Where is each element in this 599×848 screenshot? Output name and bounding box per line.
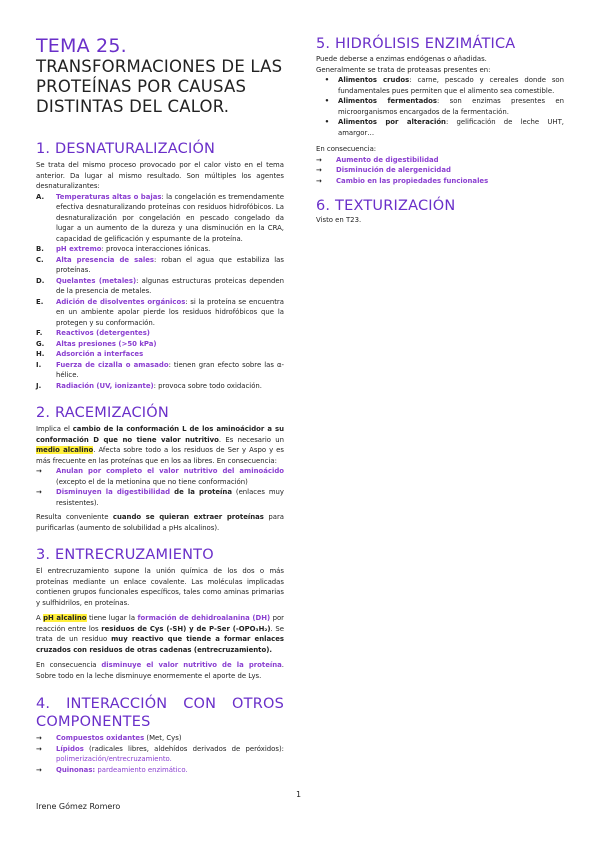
list-item: F. Reactivos (detergentes) xyxy=(36,329,150,337)
section-4-heading: 4. INTERACCIÓN CON OTROS COMPONENTES xyxy=(36,696,284,730)
section-1-heading: 1. DESNATURALIZACIÓN xyxy=(36,141,216,157)
section-2-heading: 2. RACEMIZACIÓN xyxy=(36,405,169,421)
list-item: E. Adición de disolventes orgánicos: si la proteína se encuentra en un ambiente apolar pierde los residuos hidrofóbicos que la protegen y su conformación. xyxy=(36,297,284,327)
title-text: TRANSFORMACIONES DE LAS PROTEÍNAS POR CAUSAS DISTINTAS DEL CALOR. xyxy=(36,57,283,116)
list-item: H. Adsorción a interfaces xyxy=(36,350,144,358)
list-item: B. pH extremo: provoca interacciones iónicas. xyxy=(36,245,211,253)
section-5-consequence-label: En consecuencia: xyxy=(316,145,377,153)
section-2-paragraph: Implica el cambio de la conformación L de los aminoácidor a su conformación D que no tiene valor nutritivo. Es necesario un medio alcalino. Afecta sobre todo a los residuos de Ser y Aspo y es más frecuente en las proteínas que en los aa libres. En consecuencia: xyxy=(36,425,285,465)
section-1-list xyxy=(36,192,284,392)
list-item: • Alimentos crudos: carne, pescado y cereales donde son fundamentales pues permiten que el alimento sea comestible. xyxy=(324,76,565,95)
list-item: J. Radiación (UV, ionizante): provoca sobre todo oxidación. xyxy=(36,381,262,390)
section-3-paragraph-3: En consecuencia disminuye el valor nutritivo de la proteína. Sobre todo en la leche disminuye enormemente el aporte de Lys. xyxy=(36,661,284,680)
list-item: I. Fuerza de cizalla o amasado: tienen gran efecto sobre las α-hélice. xyxy=(36,360,284,379)
document-title xyxy=(36,36,284,117)
section-5-heading: 5. HIDRÓLISIS ENZIMÁTICA xyxy=(316,36,516,52)
list-item: → Quinonas: pardeamiento enzimático. xyxy=(36,765,188,774)
section-5-consequences xyxy=(316,155,564,187)
list-item: G. Altas presiones (>50 kPa) xyxy=(36,339,157,348)
section-6-heading: 6. TEXTURIZACIÓN xyxy=(316,198,456,214)
list-item: → Lípidos (radicales libres, aldehídos derivados de peróxidos): polimerización/entrecruzamiento. xyxy=(36,744,284,763)
section-6-text: Visto en T23. xyxy=(316,216,362,224)
section-2-list xyxy=(36,466,284,508)
section-3-heading: 3. ENTRECRUZAMIENTO xyxy=(36,547,214,563)
list-item: • Alimentos fermentados: son enzimas presentes en microorganismos encargados de la fermentación. xyxy=(324,97,564,116)
list-item: → Disminución de alergenicidad xyxy=(316,166,451,174)
author-name: Irene Gómez Romero xyxy=(36,802,121,811)
title-number: TEMA 25. xyxy=(36,35,127,57)
right-column xyxy=(316,36,564,226)
list-item: • Alimentos por alteración: gelificación de leche UHT, amargor… xyxy=(324,118,565,137)
list-item: C. Alta presencia de sales: roban el agua que estabiliza las proteínas. xyxy=(36,255,284,274)
page-number: 1 xyxy=(296,790,302,799)
section-5-line-2: Generalmente se trata de proteasas presentes en: xyxy=(316,65,491,74)
list-item: → Compuestos oxidantes (Met, Cys) xyxy=(36,734,182,742)
section-3-paragraph-1: El entrecruzamiento supone la unión química de los dos o más proteínas mediante un enlace covalente. Las moléculas implicadas contienen grupos funcionales específicos, tales como aminas primarias y sulfhidrilos, en proteínas. xyxy=(36,567,284,607)
list-item: → Cambio en las propiedades funcionales xyxy=(316,176,489,185)
list-item: → Anulan por completo el valor nutritivo del aminoácido (excepto el de la metionina que no tiene conformación) xyxy=(36,467,284,486)
section-1-intro: Se trata del mismo proceso provocado por el calor visto en el tema anterior. Da lugar al mismo resultado. Son múltiples los agentes desnaturalizantes: xyxy=(36,161,284,190)
list-item: → Aumento de digestibilidad xyxy=(316,155,439,164)
section-4-list xyxy=(36,733,284,775)
section-3-paragraph-2: A pH alcalino tiene lugar la formación de dehidroalanina (DH) por reacción entre los residuos de Cys (-SH) y de P-Ser (-OPO₃H₂). Se trata de un residuo muy reactivo que tiende a formar enlaces cruzados con residuos de otras cadenas (entrecruzamiento). xyxy=(36,614,284,654)
section-2-paragraph-2: Resulta conveniente cuando se quieran extraer proteínas para purificarlas (aumento de solubilidad a pHs alcalinos). xyxy=(36,513,284,532)
left-column xyxy=(36,36,284,775)
list-item: → Disminuyen la digestibilidad de la proteína (enlaces muy resistentes). xyxy=(36,488,284,507)
section-5-line-1: Puede deberse a enzimas endógenas o añadidas. xyxy=(316,55,487,63)
list-item: A. Temperaturas altas o bajas: la congelación es tremendamente efectiva desnaturalizando proteínas con residuos hidrofóbicos. La desnaturalización por congelación en pescado congelado da lugar a un aumento de la dureza y una disminución en la CRA, capacidad de gelificación y espumante de la proteína. xyxy=(36,192,284,243)
list-item: D. Quelantes (metales): algunas estructuras proteicas dependen de la presencia de metales. xyxy=(36,276,284,295)
section-5-list xyxy=(316,75,564,138)
